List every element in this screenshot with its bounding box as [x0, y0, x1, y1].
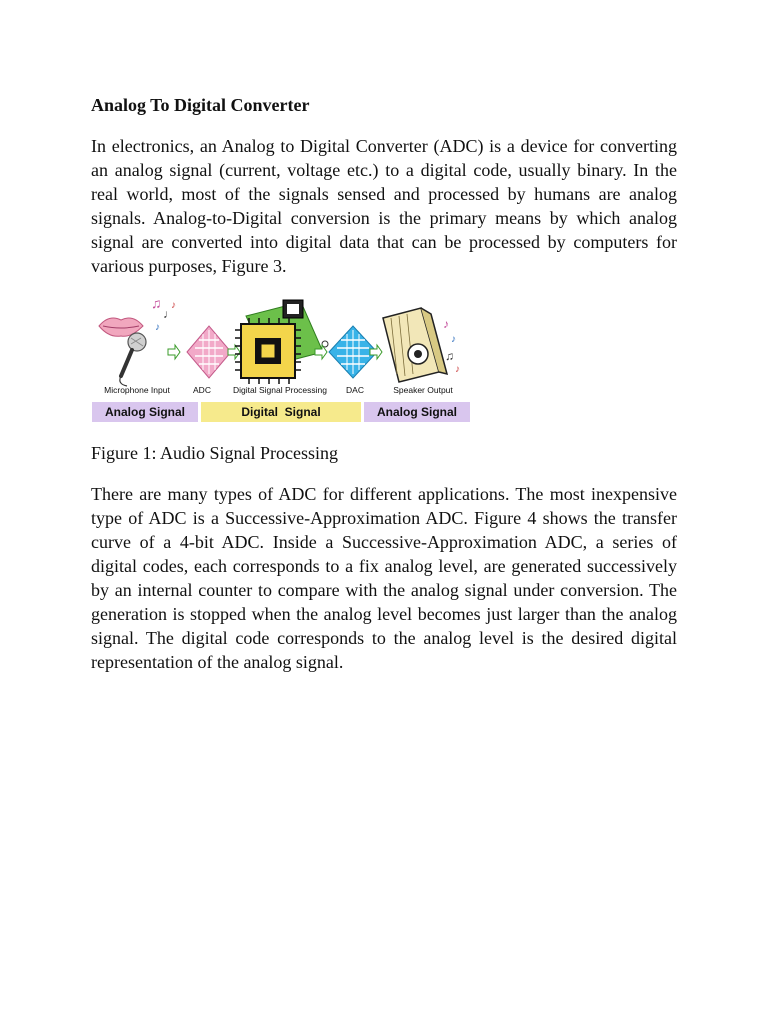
band-label-analog-left: Analog Signal: [104, 405, 186, 419]
intro-paragraph: In electronics, an Analog to Digital Converter (ADC) is a device for converting an analog signal (current, voltage etc.) to a digital code, usually binary. In the real world, most of the signals sensed and processed by humans are analog signals. Analog-to-Digital conversion is the primary means by which analog signal are converted into digital data that can be processed by computers for various purposes, Figure 3.: [91, 136, 677, 276]
document-title: Analog To Digital Converter: [91, 95, 310, 115]
arrow-right-icon: [168, 345, 180, 359]
arrow-right-icon: [228, 345, 240, 359]
svg-text:♪: ♪: [443, 317, 449, 331]
adc-chip-illustration: [187, 326, 231, 378]
band-label-digital: Digital Signal: [241, 405, 321, 419]
speaker-illustration: [383, 308, 460, 382]
figure-caption: Figure 1: Audio Signal Processing: [91, 443, 338, 463]
dsp-chip-illustration: [235, 300, 328, 384]
svg-text:♫: ♫: [151, 297, 162, 312]
microphone-illustration: [99, 297, 176, 386]
svg-text:♪: ♪: [155, 322, 160, 333]
audio-processing-figure: [91, 294, 471, 426]
svg-text:♪: ♪: [455, 364, 460, 375]
stage-label-dac: DAC: [346, 385, 364, 395]
stage-label-dsp: Digital Signal Processing: [232, 385, 328, 395]
adc-types-paragraph: There are many types of ADC for different applications. The most inexpensive type of ADC is a Successive-Approximation ADC. Figure 4 shows the transfer curve of a 4-bit ADC. Inside a Successive-Approximation ADC, a series of digital codes, each corresponds to a fix analog level, are generated successively by an internal counter to compare with the analog signal under conversion. The generation is stopped when the analog level becomes just larger than the analog signal. The digital code corresponds to the analog level is the desired digital representation of the analog signal.: [91, 484, 677, 672]
stage-label-speaker: Speaker Output: [393, 385, 453, 395]
svg-text:♫: ♫: [445, 349, 454, 363]
svg-text:♪: ♪: [451, 334, 456, 345]
svg-text:♪: ♪: [171, 300, 176, 311]
svg-text:♩: ♩: [163, 307, 175, 321]
stage-label-adc: ADC: [193, 385, 211, 395]
band-label-analog-right: Analog Signal: [376, 405, 458, 419]
stage-label-microphone: Microphone Input: [104, 385, 170, 395]
